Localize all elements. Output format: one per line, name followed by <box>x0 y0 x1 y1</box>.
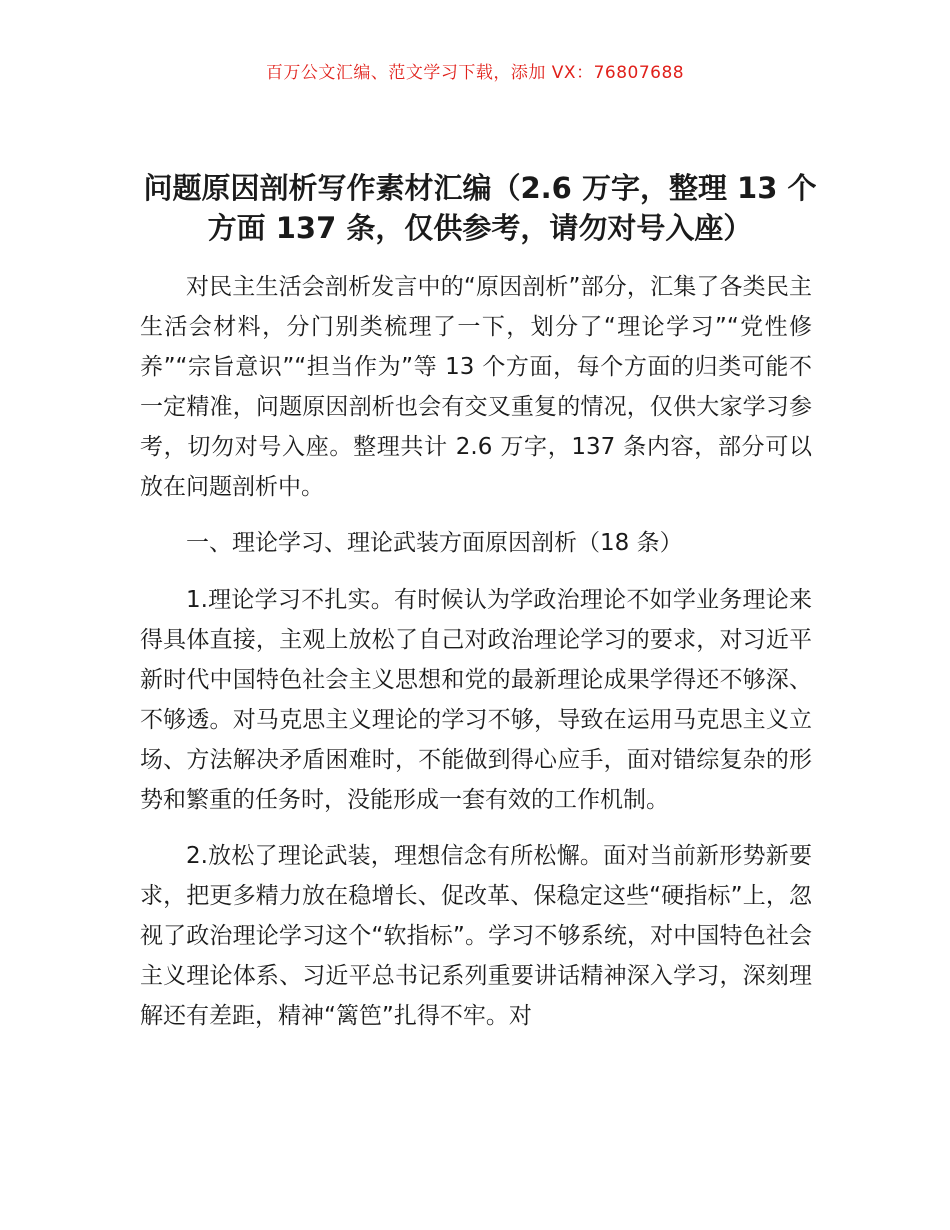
section-heading: 一、理论学习、理论武装方面原因剖析（18 条） <box>186 530 683 556</box>
list-item: 1.理论学习不扎实。有时候认为学政治理论不如学业务理论来得具体直接，主观上放松了自己对政治理论学习的要求，对习近平新时代中国特色社会主义思想和党的最新理论成果学得还不够深、不够透。对马克思主义理论的学习不够，导致在运用马克思主义立场、方法解决矛盾困难时，不能做到得心应手，面对错综复杂的形势和繁重的任务时，没能形成一套有效的工作机制。 <box>140 587 812 813</box>
header-banner: 百万公文汇编、范文学习下载，添加 VX：76807688 <box>265 63 685 83</box>
intro-paragraph: 对民主生活会剖析发言中的“原因剖析”部分，汇集了各类民主生活会材料，分门别类梳理了一下，划分了“理论学习”“党性修养”“宗旨意识”“担当作为”等 13 个方面，每个方面的归类可能不一定精准，问题原因剖析也会有交叉重复的情况，仅供大家学习参考，切勿对号入座。整理共计 2.6 万字，137 条内容，部分可以放在问题剖析中。 <box>140 274 812 500</box>
list-item: 2.放松了理论武装，理想信念有所松懈。面对当前新形势新要求，把更多精力放在稳增长、促改革、保稳定这些“硬指标”上，忽视了政治理论学习这个“软指标”。学习不够系统，对中国特色社会主义理论体系、习近平总书记系列重要讲话精神深入学习，深刻理解还有差距，精神“篱笆”扎得不牢。对 <box>140 843 812 1029</box>
document-title: 问题原因剖析写作素材汇编（2.6 万字，整理 13 个方面 137 条，仅供参考，请勿对号入座） <box>143 171 817 245</box>
document-body <box>140 267 812 1052</box>
